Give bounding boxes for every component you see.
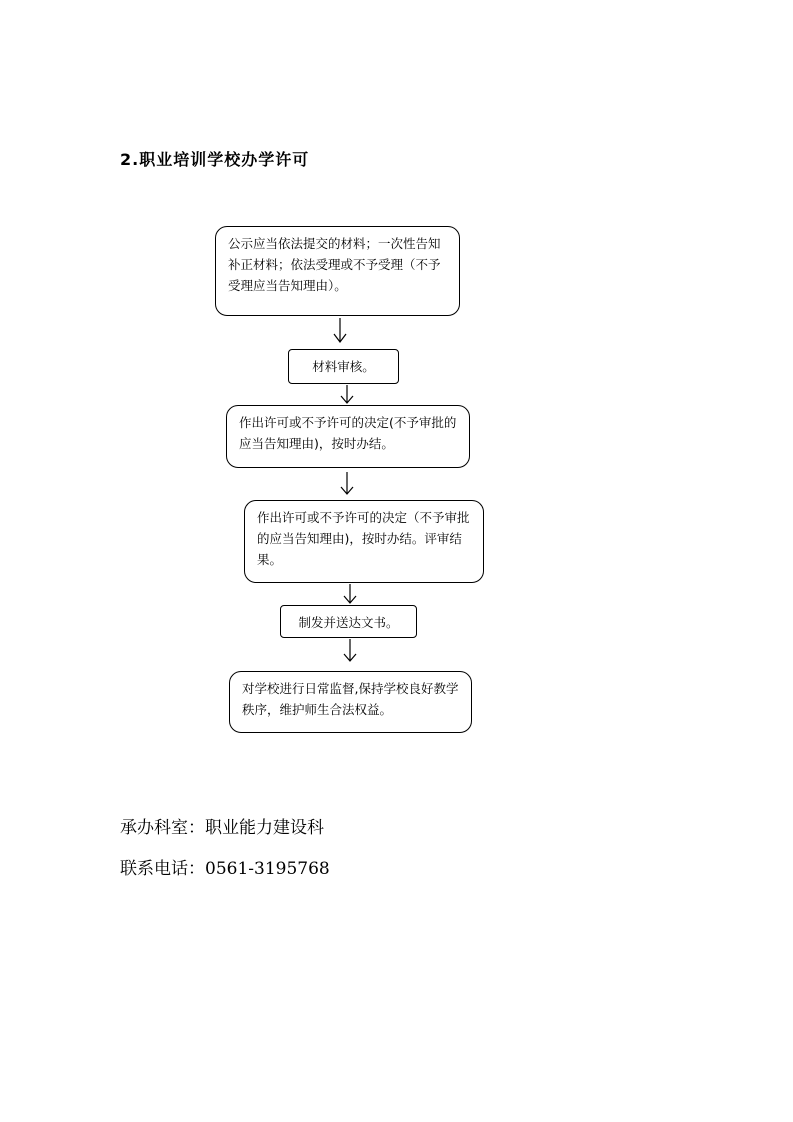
- flow-step-3-text: 作出许可或不予许可的决定(不予审批的应当告知理由)，按时办结。: [239, 415, 457, 451]
- contact-phone: 联系电话：0561-3195768: [120, 859, 330, 879]
- flow-arrow-3-icon: [339, 472, 355, 496]
- flow-step-2-text: 材料审核。: [312, 359, 375, 374]
- flow-step-1-text: 公示应当依法提交的材料；一次性告知补正材料；依法受理或不予受理（不予受理应当告知理由）。: [228, 236, 441, 293]
- flow-arrow-2-icon: [339, 385, 355, 405]
- flow-step-5-box: [280, 605, 417, 638]
- page-title: 2.职业培训学校办学许可: [120, 150, 310, 169]
- flow-step-4-text: 作出许可或不予许可的决定（不予审批的应当告知理由)，按时办结。评审结果。: [257, 510, 470, 567]
- office-info: 承办科室：职业能力建设科: [120, 818, 324, 838]
- flow-arrow-1-icon: [332, 318, 348, 344]
- flow-step-4-box: [244, 500, 484, 583]
- flow-arrow-4-icon: [342, 584, 358, 605]
- flow-step-1-box: [215, 226, 460, 316]
- flow-step-5-text: 制发并送达文书。: [298, 615, 399, 630]
- flow-step-3-box: [226, 405, 470, 468]
- flow-step-2-box: [288, 349, 399, 384]
- flow-step-6-box: [229, 671, 472, 733]
- flow-step-6-text: 对学校进行日常监督,保持学校良好教学秩序，维护师生合法权益。: [242, 681, 459, 717]
- flow-arrow-5-icon: [342, 639, 358, 663]
